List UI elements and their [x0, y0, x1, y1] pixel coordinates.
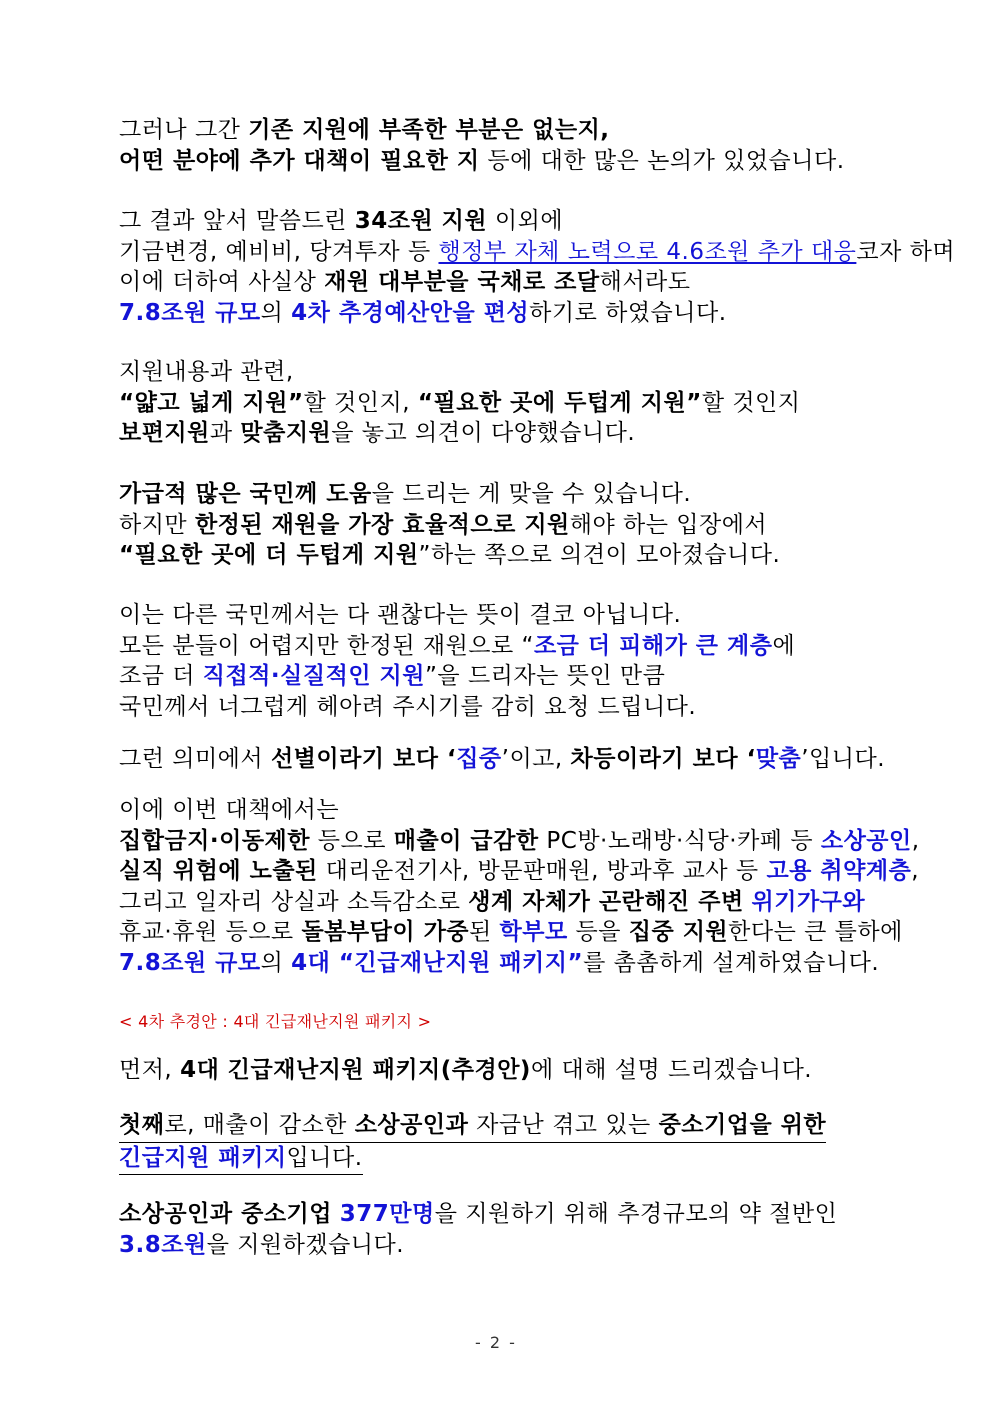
- paragraph-budget-scale: [119, 206, 956, 328]
- paragraph-focus-not-selection: [119, 744, 899, 775]
- text-line: [119, 479, 899, 510]
- text-span: 그러나 그간: [119, 117, 249, 143]
- text-span: 그리고 일자리 상실과 소득감소로: [119, 888, 469, 915]
- text-span: 을 지원하기 위해 추경규모의 약 절반인: [434, 1201, 838, 1227]
- text-line: [119, 1055, 899, 1086]
- text-span: [744, 889, 752, 915]
- text-line: [119, 1199, 899, 1230]
- text-line: [119, 115, 899, 146]
- emphasis-span: 첫째: [119, 1112, 165, 1138]
- text-span: 모든 분들이 어렵지만 한정된 재원으로 “: [119, 632, 534, 659]
- emphasis-span: 긴급지원 패키지: [119, 1144, 287, 1171]
- emphasis-span: 집중: [456, 746, 502, 772]
- emphasis-span: “필요한 곳에 두텁게 지원”: [417, 389, 702, 416]
- emphasis-span: 4대 긴급재난지원 패키지(추경안): [180, 1057, 531, 1083]
- text-span: 이에 이번 대책에서는: [119, 797, 340, 823]
- text-span: 하지만: [119, 511, 195, 538]
- text-line: [119, 948, 899, 979]
- text-line: [119, 146, 899, 177]
- emphasis-span: 377만명: [339, 1201, 435, 1227]
- emphasis-span: 어떤 분야에 추가 대책이 필요한 지: [119, 147, 480, 174]
- emphasis-span: 선별이라기 보다 ‘: [270, 746, 457, 772]
- text-span: 국민께서 너그럽게 헤아려 주시기를 감히 요청 드립니다.: [119, 693, 697, 720]
- text-span: 의: [260, 299, 292, 326]
- emphasis-span: “필요한 곳에 더 두텁게 지원: [119, 542, 419, 568]
- underlined-heading: [119, 1110, 826, 1143]
- text-span: 이외에: [487, 208, 564, 234]
- text-line: [119, 631, 899, 662]
- text-span: 의: [260, 949, 292, 976]
- text-span: 등으로: [309, 827, 394, 854]
- text-line: [119, 206, 899, 237]
- text-line: [119, 661, 899, 692]
- text-line: [119, 692, 899, 723]
- emphasis-span: 보편지원: [119, 420, 210, 446]
- text-line: [119, 298, 899, 329]
- emphasis-span: 차등이라기 보다 ‘: [570, 746, 756, 772]
- underlined-heading: [119, 1143, 363, 1176]
- emphasis-span: 고용 취약계층: [766, 858, 912, 884]
- emphasis-span: 학부모: [499, 919, 568, 945]
- emphasis-span: 재원 대부분을 국채로 조달: [324, 269, 600, 295]
- paragraph-request-understanding: [119, 600, 899, 722]
- text-span: 그런 의미에서: [119, 746, 271, 772]
- text-line: [119, 887, 899, 918]
- text-span: 조금 더: [119, 663, 203, 689]
- text-span: 해서라도: [599, 269, 691, 295]
- emphasis-span: 소상공인과 중소기업: [119, 1201, 332, 1227]
- paragraph-package-intro: [119, 1055, 899, 1086]
- emphasis-span: 7.8조원 규모: [119, 299, 261, 326]
- text-span: 할 것인지: [701, 389, 801, 416]
- text-span: PC방·노래방·식당·카페 등: [538, 827, 821, 854]
- text-span: 그 결과 앞서 말씀드린: [119, 208, 355, 234]
- text-line: [119, 357, 899, 388]
- text-span: 코자 하며: [856, 238, 956, 265]
- text-line: [119, 795, 899, 826]
- paragraph-first-package: [119, 1110, 899, 1175]
- paragraph-targeted-support: [119, 479, 899, 571]
- text-span: 을 드리는 게 맞을 수 있습니다.: [371, 481, 692, 507]
- text-span: 휴교·휴원 등으로: [119, 919, 302, 945]
- text-span: 에 대해 설명 드리겠습니다.: [530, 1057, 813, 1083]
- emphasis-span: 위기가구와: [751, 888, 866, 915]
- text-span: 을 놓고 의견이 다양했습니다.: [331, 420, 636, 446]
- text-line: [119, 388, 899, 419]
- emphasis-span: 4대 “긴급재난지원 패키지”: [291, 949, 584, 976]
- emphasis-span: 돌봄부담이 가중: [301, 919, 470, 945]
- text-span: 한다는 큰 틀하에: [728, 919, 903, 945]
- text-line: [119, 1230, 899, 1261]
- page-number: - 2 -: [475, 1333, 517, 1352]
- text-span: 된: [469, 919, 500, 945]
- text-span: 자금난 겪고 있는: [468, 1112, 659, 1138]
- emphasis-span: 직접적·실질적인 지원: [202, 663, 425, 689]
- text-line: [119, 510, 899, 541]
- text-line: [119, 540, 899, 571]
- emphasis-span: 실직 위험에 노출된: [119, 858, 318, 884]
- emphasis-span: 중소기업을 위한: [658, 1112, 827, 1138]
- emphasis-span: 34조원 지원: [354, 208, 488, 234]
- emphasis-span: 매출이 급감한: [393, 827, 539, 854]
- text-span: 이에 더하여 사실상: [119, 269, 325, 295]
- text-line: [119, 744, 899, 775]
- emphasis-span: 생계 자체가 곤란해진 주변: [468, 888, 744, 915]
- text-line: [119, 267, 899, 298]
- emphasis-span: “얇고 넓게 지원”: [119, 389, 304, 416]
- text-span: ’입니다.: [801, 746, 886, 772]
- text-span: [332, 1201, 340, 1227]
- text-span: 등을: [567, 919, 629, 945]
- text-span: 입니다.: [286, 1144, 363, 1171]
- text-span: 과: [209, 420, 241, 446]
- paragraph-small-business-support: [119, 1199, 899, 1260]
- text-span: 지원내용과 관련,: [119, 359, 294, 385]
- text-line: [119, 1110, 899, 1143]
- emphasis-span: 집합금지·이동제한: [119, 827, 310, 854]
- text-span: 기금변경, 예비비, 당겨투자 등: [119, 238, 439, 265]
- emphasis-span: 집중 지원: [628, 919, 729, 945]
- emphasis-span: 3.8조원: [119, 1231, 207, 1258]
- emphasis-span: 가급적 많은 국민께 도움: [119, 481, 372, 507]
- text-span: 을 지원하겠습니다.: [206, 1231, 405, 1258]
- emphasis-span: 한정된 재원을 가장 효율적으로 지원: [194, 511, 570, 538]
- text-span: 로, 매출이 감소한: [164, 1112, 355, 1138]
- emphasis-span: 소상공인: [820, 827, 912, 854]
- text-span: 대리운전기사, 방문판매원, 방과후 교사 등: [317, 858, 767, 884]
- text-span: 등에 대한 많은 논의가 있었습니다.: [479, 147, 845, 174]
- text-span: ”을 드리자는 뜻인 만큼: [425, 663, 666, 689]
- text-line: [119, 1143, 899, 1176]
- emphasis-span: 7.8조원 규모: [119, 949, 261, 976]
- emphasis-span: 행정부 자체 노력으로 4.6조원 추가 대응: [438, 238, 857, 265]
- paragraph-additional-measures: [119, 115, 899, 176]
- text-span: 이는 다른 국민께서는 다 괜찮다는 뜻이 결코 아닙니다.: [119, 602, 682, 628]
- text-span: 를 촘촘하게 설계하였습니다.: [583, 949, 880, 976]
- emphasis-span: 조금 더 피해가 큰 계층: [533, 632, 773, 659]
- text-span: ’이고,: [501, 746, 571, 772]
- text-span: ,: [911, 858, 920, 884]
- section-label: < 4차 추경안 : 4대 긴급재난지원 패키지 >: [119, 1012, 432, 1031]
- text-span: 에: [772, 632, 796, 659]
- text-span: 해야 하는 입장에서: [569, 511, 768, 538]
- text-span: ,: [911, 827, 920, 854]
- paragraph-support-debate: [119, 357, 899, 449]
- emphasis-span: 4차 추경예산안을 편성: [291, 299, 530, 326]
- text-line: [119, 418, 899, 449]
- text-line: [119, 237, 956, 268]
- text-span: 할 것인지,: [303, 389, 418, 416]
- paragraph-target-groups: [119, 795, 920, 978]
- text-line: [119, 600, 899, 631]
- emphasis-span: 기존 지원에 부족한 부분은 없는지,: [248, 117, 610, 143]
- emphasis-span: 맞춤지원: [240, 420, 332, 446]
- emphasis-span: 맞춤: [755, 746, 802, 772]
- text-span: 먼저,: [119, 1057, 181, 1083]
- text-line: [119, 917, 903, 948]
- text-span: 하기로 하였습니다.: [529, 299, 727, 326]
- text-span: ”하는 쪽으로 의견이 모아졌습니다.: [418, 542, 781, 568]
- emphasis-span: 소상공인과: [354, 1112, 469, 1138]
- text-line: [119, 856, 920, 887]
- text-line: [119, 826, 920, 857]
